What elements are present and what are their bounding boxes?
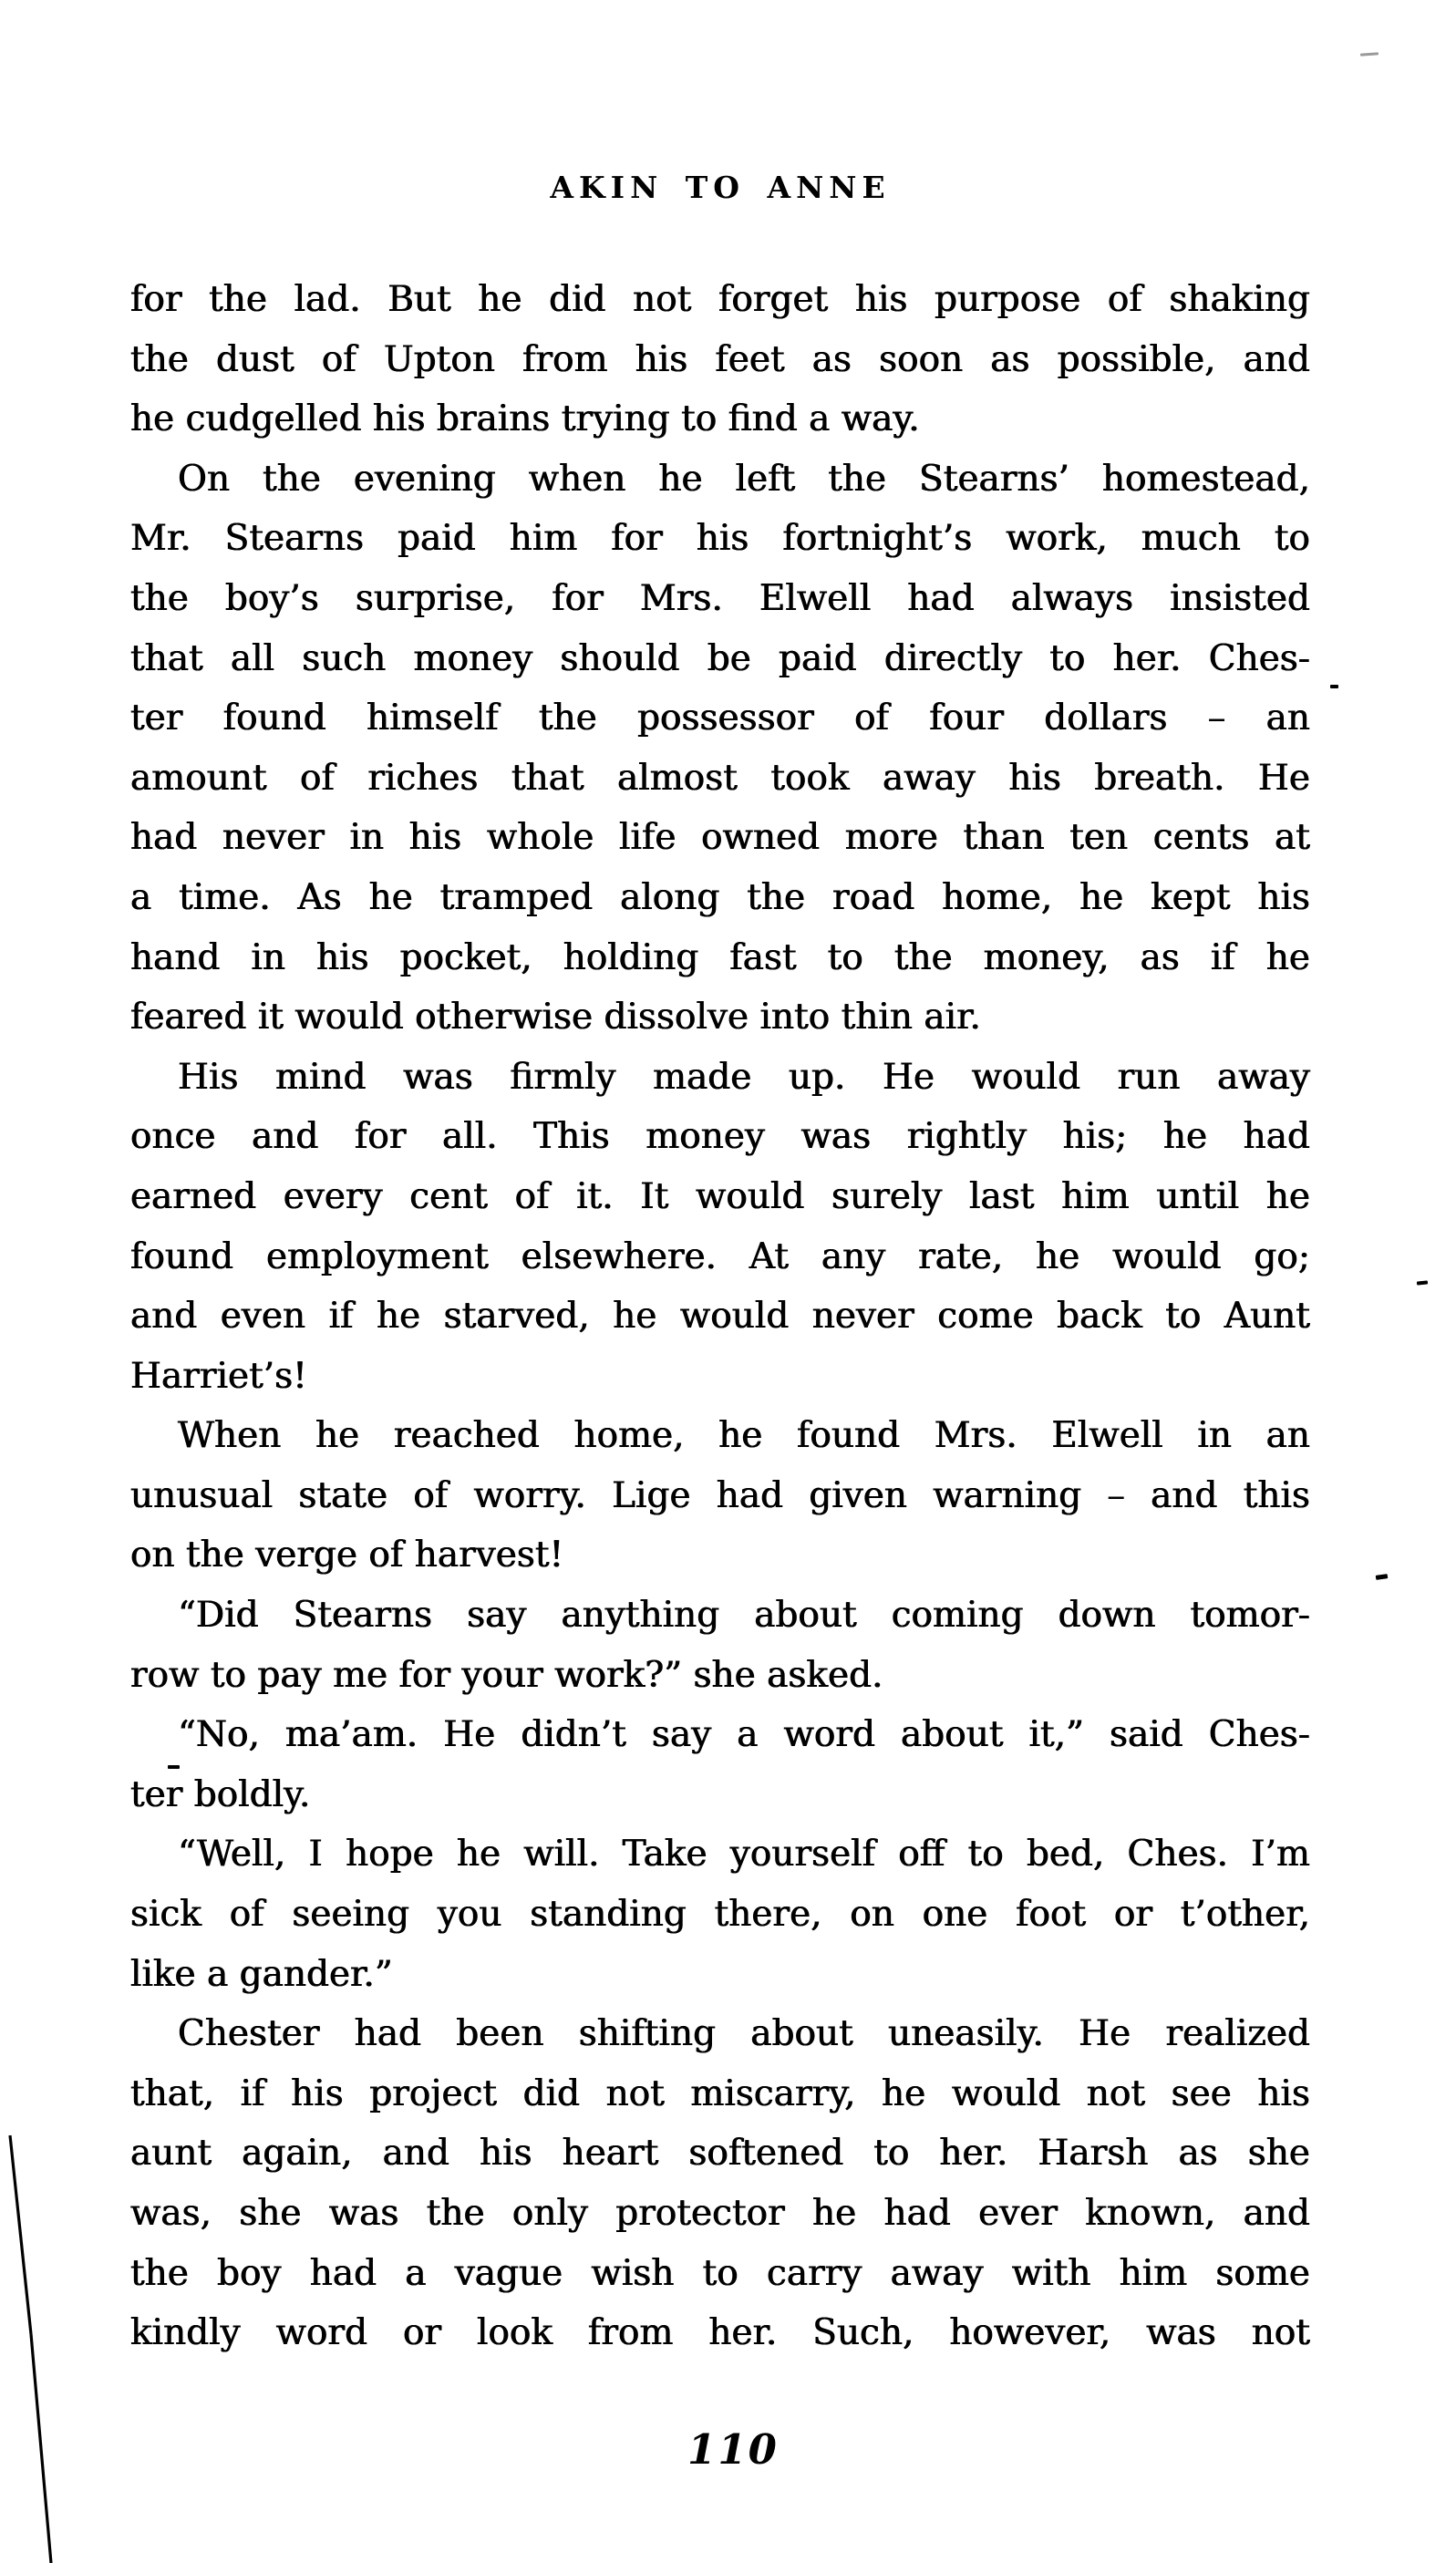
- text-line: he cudgelled his brains trying to find a way.: [130, 398, 920, 440]
- text-line: “Did Stearns say anything about coming down tomor-: [178, 1595, 1310, 1637]
- text-line: the dust of Upton from his feet as soon as possible, and: [130, 338, 1310, 380]
- scan-edge-line: [0, 2124, 64, 2563]
- text-line: When he reached home, he found Mrs. Elwell in an: [178, 1415, 1310, 1457]
- scan-speck: [1376, 1574, 1389, 1580]
- text-line: kindly word or look from her. Such, however, was not: [130, 2312, 1310, 2354]
- text-line: “No, ma’am. He didn’t say a word about it,” said Ches-: [178, 1714, 1310, 1756]
- text-line: like a gander.”: [130, 1953, 393, 1995]
- text-line: and even if he starved, he would never come back to Aunt: [130, 1296, 1310, 1338]
- text-line: found employment elsewhere. At any rate, he would go;: [130, 1235, 1310, 1277]
- scan-speck: [1417, 1280, 1428, 1285]
- text-line: had never in his whole life owned more than ten cents at: [130, 817, 1310, 859]
- scan-speck: [1360, 52, 1379, 56]
- text-line: feared it would otherwise dissolve into thin air.: [130, 997, 981, 1039]
- text-line: unusual state of worry. Lige had given warning – and this: [130, 1474, 1310, 1516]
- scan-speck: [168, 1765, 180, 1769]
- text-line: that all such money should be paid directly to her. Ches-: [130, 637, 1310, 679]
- text-line: Mr. Stearns paid him for his fortnight’s work, much to: [130, 518, 1310, 560]
- text-line: the boy had a vague wish to carry away with him some: [130, 2252, 1310, 2294]
- text-line: earned every cent of it. It would surely last him until he: [130, 1175, 1310, 1217]
- page-number: 110: [687, 2425, 779, 2474]
- text-line: aunt again, and his heart softened to her. Harsh as she: [130, 2133, 1310, 2175]
- scan-speck: [1330, 685, 1338, 688]
- body-text: [130, 270, 1310, 2363]
- text-line: amount of riches that almost took away his breath. He: [130, 757, 1310, 799]
- text-line: His mind was firmly made up. He would run away: [178, 1056, 1310, 1098]
- text-line: on the verge of harvest!: [130, 1535, 564, 1576]
- text-line: On the evening when he left the Stearns’ homestead,: [178, 458, 1310, 500]
- text-line: once and for all. This money was rightly his; he had: [130, 1116, 1310, 1158]
- text-line: Chester had been shifting about uneasily. He realized: [178, 2013, 1310, 2055]
- text-line: for the lad. But he did not forget his purpose of shaking: [130, 279, 1310, 320]
- text-line: sick of seeing you standing there, on one foot or t’other,: [130, 1894, 1310, 1936]
- text-line: hand in his pocket, holding fast to the money, as if he: [130, 936, 1310, 978]
- text-line: row to pay me for your work?” she asked.: [130, 1654, 883, 1696]
- text-line: the boy’s surprise, for Mrs. Elwell had always insisted: [130, 577, 1310, 619]
- text-line: that, if his project did not miscarry, he would not see his: [130, 2072, 1310, 2114]
- text-line: was, she was the only protector he had ever known, and: [130, 2193, 1310, 2234]
- text-line: ter found himself the possessor of four dollars – an: [130, 698, 1310, 739]
- text-line: Harriet’s!: [130, 1355, 307, 1397]
- text-line: “Well, I hope he will. Take yourself off to bed, Ches. I’m: [178, 1834, 1310, 1876]
- text-line: ter boldly.: [130, 1773, 311, 1815]
- running-header: AKIN TO ANNE: [550, 170, 891, 205]
- text-line: a time. As he tramped along the road home, he kept his: [130, 876, 1310, 918]
